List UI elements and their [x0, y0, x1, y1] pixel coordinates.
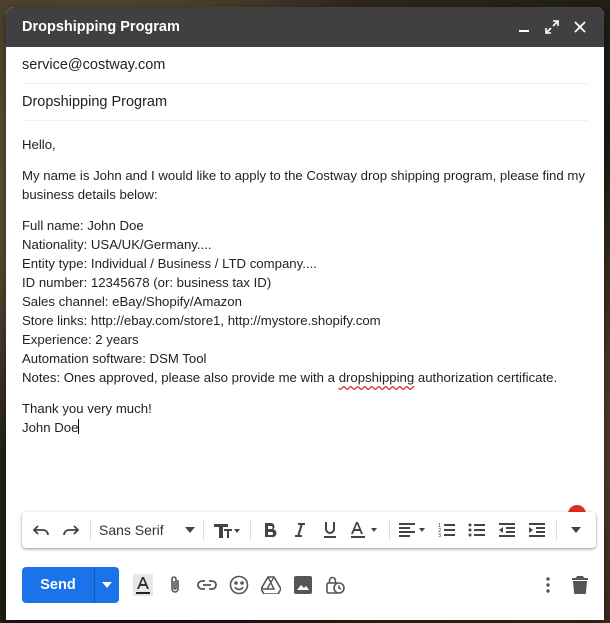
detail-line: Automation software: DSM Tool — [22, 351, 207, 366]
svg-text:1: 1 — [438, 523, 442, 529]
compose-title: Dropshipping Program — [22, 19, 180, 35]
detail-line: Entity type: Individual / Business / LTD company.... — [22, 256, 317, 271]
font-family-value: Sans Serif — [99, 522, 164, 538]
detail-line: Nationality: USA/UK/Germany.... — [22, 237, 212, 252]
formatting-options-icon[interactable] — [127, 569, 159, 601]
greeting: Hello, — [22, 137, 56, 152]
closing-line: Thank you very much! — [22, 401, 152, 416]
bulleted-list-icon[interactable] — [462, 515, 492, 545]
more-formatting-icon[interactable] — [561, 515, 591, 545]
align-icon[interactable] — [394, 515, 432, 545]
detail-line: Sales channel: eBay/Shopify/Amazon — [22, 294, 242, 309]
compose-bottom-toolbar — [22, 567, 596, 603]
to-field[interactable] — [22, 47, 588, 84]
toolbar-divider — [90, 520, 91, 540]
insert-photo-icon[interactable] — [287, 569, 319, 601]
send-button[interactable]: Send — [40, 577, 76, 593]
drive-icon[interactable] — [255, 569, 287, 601]
chevron-down-icon — [102, 582, 112, 588]
emoji-icon[interactable] — [223, 569, 255, 601]
notes-prefix: Notes: Ones approved, please also provide me with a — [22, 370, 339, 385]
subject-value: Dropshipping Program — [22, 94, 168, 110]
send-options-button[interactable] — [94, 567, 119, 603]
toolbar-divider — [556, 520, 557, 540]
notes-suffix: authorization certificate. — [414, 370, 558, 385]
detail-line: Experience: 2 years — [22, 332, 139, 347]
numbered-list-icon[interactable] — [432, 515, 462, 545]
more-options-icon[interactable] — [532, 569, 564, 601]
details-block — [22, 216, 588, 387]
expand-icon[interactable] — [540, 15, 564, 39]
toolbar-divider — [389, 520, 390, 540]
message-body[interactable] — [6, 121, 604, 437]
toolbar-divider — [203, 520, 204, 540]
detail-line: Full name: John Doe — [22, 218, 144, 233]
close-icon[interactable] — [568, 15, 592, 39]
font-size-icon[interactable] — [208, 515, 246, 545]
to-value: service@costway.com — [22, 57, 166, 73]
subject-field[interactable] — [22, 84, 588, 121]
indent-less-icon[interactable] — [492, 515, 522, 545]
bold-icon[interactable] — [255, 515, 285, 545]
discard-draft-icon[interactable] — [564, 569, 596, 601]
underline-icon[interactable] — [315, 515, 345, 545]
toolbar-divider — [250, 520, 251, 540]
undo-icon[interactable] — [26, 515, 56, 545]
text-color-icon[interactable] — [345, 515, 385, 545]
italic-icon[interactable] — [285, 515, 315, 545]
svg-text:2: 2 — [438, 528, 442, 534]
indent-more-icon[interactable] — [522, 515, 552, 545]
chevron-down-icon — [185, 527, 195, 533]
send-button-group — [22, 567, 119, 603]
signature-line — [22, 418, 588, 437]
notes-line — [22, 368, 588, 387]
intro-paragraph: My name is John and I would like to apply to the Costway drop shipping program, please find my business details below: — [22, 168, 585, 202]
detail-line: ID number: 12345678 (or: business tax ID) — [22, 275, 272, 290]
compose-window — [6, 7, 604, 620]
font-family-select[interactable] — [95, 522, 199, 538]
text-caret — [78, 419, 79, 434]
misspelled-word[interactable]: dropshipping — [338, 370, 415, 385]
formatting-toolbar — [22, 512, 596, 548]
confidential-mode-icon[interactable] — [319, 569, 351, 601]
link-icon[interactable] — [191, 569, 223, 601]
signature: John Doe — [22, 420, 79, 435]
svg-text:3: 3 — [438, 533, 442, 538]
minimize-icon[interactable] — [512, 15, 536, 39]
redo-icon[interactable] — [56, 515, 86, 545]
attach-icon[interactable] — [159, 569, 191, 601]
detail-line: Store links: http://ebay.com/store1, http://mystore.shopify.com — [22, 313, 381, 328]
closing-block — [22, 399, 588, 437]
compose-titlebar[interactable] — [6, 7, 604, 47]
